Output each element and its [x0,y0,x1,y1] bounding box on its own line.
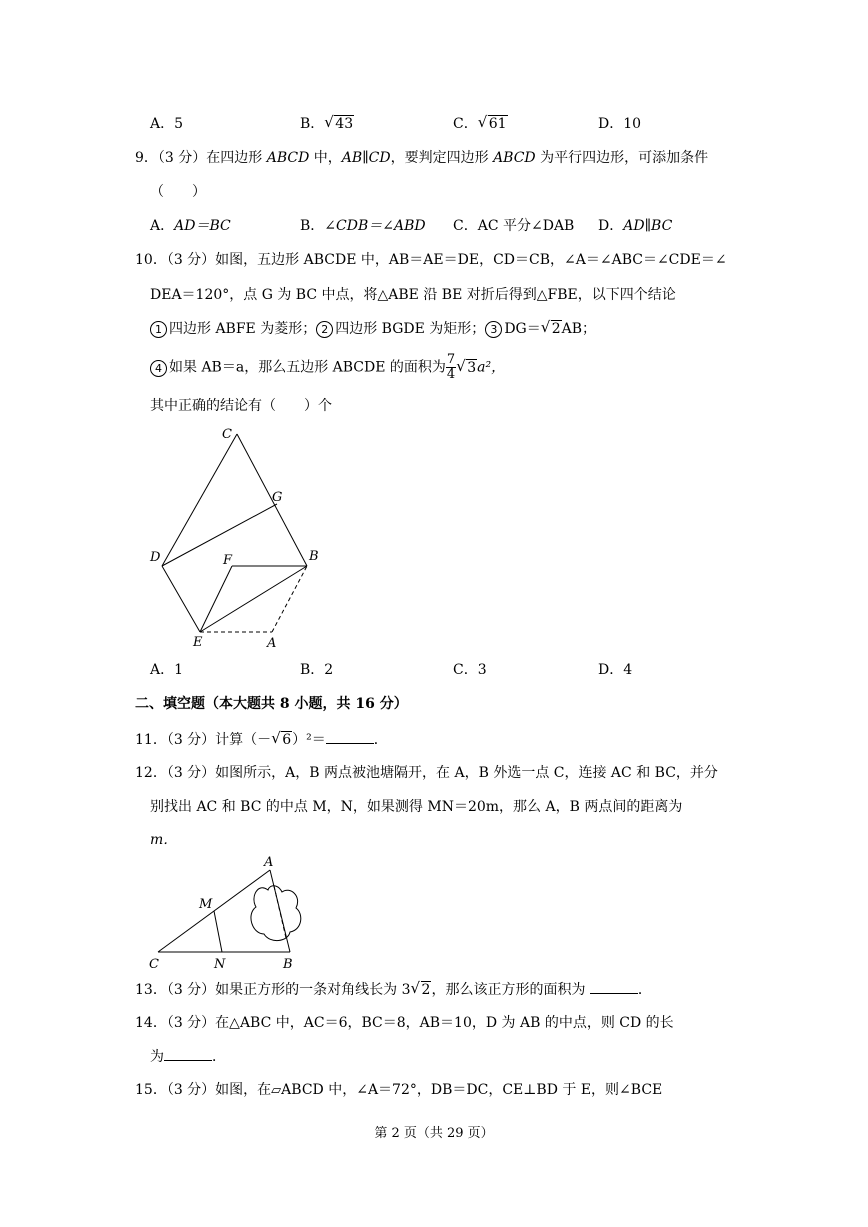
q15-stem [135,1080,662,1101]
q10-line2: DEA＝120°，点 G 为 BC 中点，将△ABE 沿 BE 对折后得到△FBE，以下四个结论 [150,287,676,303]
stem-variable: AB∥CD [341,150,391,166]
option-letter: A． [150,662,175,678]
q9-option-a [150,216,231,236]
label-a: A [267,636,277,651]
option-text: 2 [324,662,334,678]
option-letter: D． [598,662,624,678]
q10-pentagon-figure [140,418,340,658]
stem-text: 在四边形 [206,150,267,166]
label-d: D [150,550,161,565]
option-letter: B． [300,218,325,234]
fraction [446,353,456,382]
radicand: 6 [282,732,292,748]
sqrt-expression [478,114,508,134]
option-text: AD∥BC [623,218,673,234]
parallelogram-symbol: ▱ [271,1083,282,1098]
option-text: 1 [174,662,184,678]
q12-pond-figure [140,852,320,977]
option-letter: C． [453,662,478,678]
stem-variable: ABCD [493,150,536,166]
label-b: B [283,957,293,972]
segment-mn [214,911,222,952]
q14-line2 [150,1046,226,1067]
q11-stem [135,729,388,750]
option-letter: B． [300,116,325,132]
conclusion-text: 四边形 ABFE 为菱形； [169,321,317,337]
label-c: C [222,427,232,442]
fraction-numerator: 7 [446,352,456,367]
label-g: G [272,490,283,505]
conclusion-text: AB； [561,321,597,337]
q10-line1 [135,250,727,270]
option-letter: A． [150,218,175,234]
q9-option-b [300,216,426,236]
option-text: ∠CDB＝∠ABD [324,218,426,234]
stem-text: （3 分）如图，五边形 ABCDE 中，AB＝AE＝DE，CD＝CB，∠A＝∠ABC＝∠CDE＝∠ [166,252,727,268]
label-e: E [193,635,203,650]
question-number: 11． [135,732,167,748]
option-letter: D． [598,218,624,234]
segment-de [162,566,200,632]
stem-variable: ABCD [266,150,310,166]
conclusion-text: 四边形 BGDE 为矩形； [335,321,486,337]
q9-answer-paren: （ ） [150,184,206,200]
segment-ab-dashed [272,566,307,632]
option-text: 4 [623,662,633,678]
segment-ab [270,870,290,952]
option-letter: C． [453,116,478,132]
question-number: 9． [135,150,158,166]
q8-option-d [598,114,641,134]
label-c: C [149,957,159,972]
sqrt-expression [541,319,562,339]
radicand: 3 [467,359,477,376]
circled-number: 4 [150,360,167,377]
stem-text: 15．（3 分）如图，在 [135,1082,272,1098]
q10-option-d [598,660,632,680]
q12-line2: 别找出 AC 和 BC 的中点 M，N，如果测得 MN＝20m，那么 A，B 两点间的距离为 [150,799,683,815]
radicand: 61 [488,116,507,132]
stem-text: 中， [309,150,342,166]
q8-option-c [453,114,508,134]
question-score: （3 分） [157,150,207,166]
option-text: AC 平分∠DAB [477,218,575,234]
q14-line1: 14．（3 分）在△ABC 中，AC＝6，BC＝8，AB＝10，D 为 AB 的中点，则 CD 的长 [135,1015,674,1031]
sqrt-expression [271,730,292,750]
label-m: M [199,897,213,912]
stem-text: 13．（3 分）如果正方形的一条对角线长为 3 [135,982,411,998]
conclusion-text: a²， [477,359,506,376]
stem-text: ． [637,982,652,998]
option-letter: D． [598,116,624,132]
sqrt-expression [456,358,477,378]
circled-number: 2 [316,321,333,338]
option-text: 10 [623,116,642,132]
q9-option-d [598,216,672,236]
stem-text: ，要判定四边形 [390,150,494,166]
q9-stem [135,148,708,168]
section-title: 二、填空题（本大题共 8 小题，共 16 分） [135,696,408,712]
label-f: F [223,553,233,568]
stem-text: 为 [150,1049,164,1065]
q12-line3 [150,830,177,850]
radicand: 43 [335,116,354,132]
answer-blank[interactable] [164,1046,212,1061]
q13-stem [135,979,652,1000]
radicand: 2 [421,982,431,998]
q8-option-a [150,114,183,134]
option-text: AD＝BC [174,218,231,234]
q10-option-a [150,660,183,680]
q10-conclusions-1-3 [150,319,596,339]
q8-option-b [300,114,354,134]
label-b: B [309,549,319,564]
conclusion-text: 如果 AB＝a，那么五边形 ABCDE 的面积为 [169,359,446,376]
answer-blank[interactable] [326,729,374,744]
stem-text: ． [373,732,388,748]
label-a: A [264,855,274,870]
q12-line1: 12．（3 分）如图所示，A，B 两点被池塘隔开，在 A，B 外选一点 C，连接 AC 和 BC，并分 [135,765,718,781]
stem-text: ）²＝ [292,732,326,748]
conclusion-text: DG＝ [504,321,541,337]
q10-conclusion-4 [150,353,505,382]
sqrt-expression [411,980,432,1000]
fraction-denominator: 4 [446,367,456,382]
q9-option-c [453,216,574,236]
option-text: 5 [174,116,184,132]
radicand: 2 [551,321,561,337]
stem-text: 为平行四边形，可添加条件 [535,150,709,166]
label-n: N [214,957,226,972]
question-number: 10． [135,252,167,268]
option-text: 3 [477,662,487,678]
circled-number: 3 [485,321,502,338]
q10-option-b [300,660,333,680]
stem-text: m． [150,832,178,848]
answer-blank[interactable] [590,979,638,994]
circled-number: 1 [150,321,167,338]
option-letter: A． [150,116,175,132]
option-letter: B． [300,662,325,678]
stem-text: ，那么该正方形的面积为 [431,982,590,998]
q10-line5: 其中正确的结论有（ ）个 [150,398,332,414]
q10-option-c [453,660,487,680]
stem-text: ． [212,1049,226,1065]
stem-text: ABCD 中，∠A＝72°，DB＝DC，CE⊥BD 于 E，则∠BCE [281,1082,663,1098]
sqrt-expression [324,114,354,134]
stem-text: （3 分）计算（－ [166,732,272,748]
option-letter: C． [453,218,478,234]
page-footer: 第 2 页（共 29 页） [374,1126,494,1141]
